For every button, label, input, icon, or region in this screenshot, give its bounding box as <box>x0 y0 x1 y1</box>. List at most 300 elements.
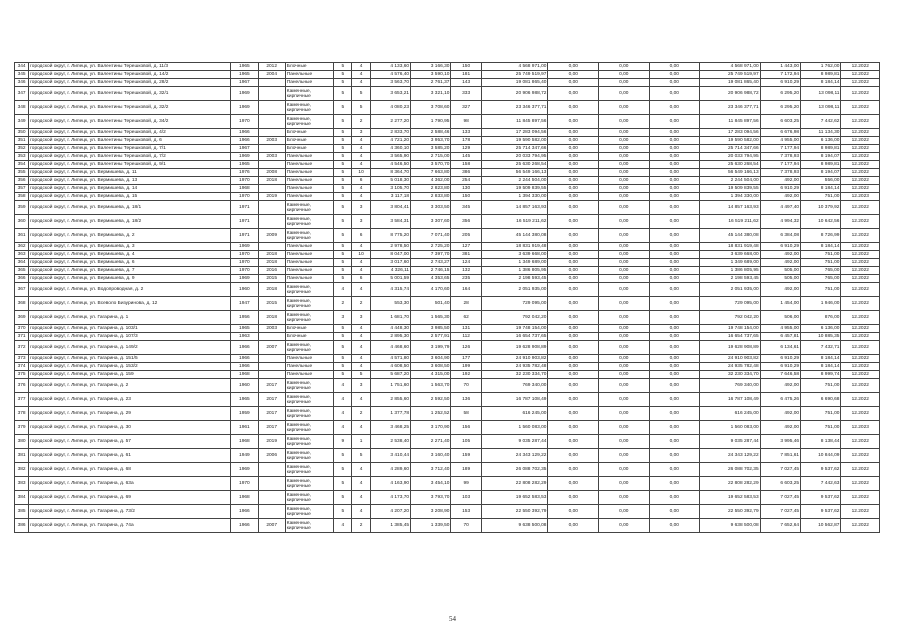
cell-living-area: 2 746,15 <box>411 267 451 275</box>
cell-cost-total: 22 550 392,79 <box>481 505 548 519</box>
cell-unit-cost: 7 027,45 <box>760 463 800 477</box>
cell-wall-material: Панельные <box>285 185 334 193</box>
cell-residents: 143 <box>451 79 481 87</box>
cell-wall-material: Блочные <box>285 63 334 71</box>
cell-cost-total: 19 748 154,00 <box>481 325 548 333</box>
cell-unit-cost: 492,00 <box>760 283 800 297</box>
table-row <box>15 63 880 71</box>
cell-completion-date: 12.2022 <box>841 259 880 267</box>
cell-unit-cost: 4 955,00 <box>760 137 800 145</box>
cell-cost-owners: 19 081 865,40 <box>700 79 761 87</box>
cell-wall-material: Каменные, кирпичные <box>285 393 334 407</box>
cell-entrances: 4 <box>352 137 370 145</box>
cell-floors: 4 <box>334 421 352 435</box>
cell-cost-regional: 0,00 <box>599 407 650 421</box>
cell-floors: 5 <box>334 137 352 145</box>
cell-row-number: 347 <box>15 87 29 101</box>
cell-year-renovated <box>258 79 285 87</box>
cell-address: городской округ, г. Липецк, ул. Вермишева, д. 11 <box>29 169 231 177</box>
cell-residents: 132 <box>451 267 481 275</box>
cell-residents: 62 <box>451 311 481 325</box>
cell-floors: 5 <box>334 101 352 115</box>
cell-cost-federal: 0,00 <box>548 259 599 267</box>
cell-max-unit-cost: 1 762,00 <box>801 63 841 71</box>
cell-total-area: 4 721,20 <box>370 137 410 145</box>
cell-living-area: 2 725,20 <box>411 243 451 251</box>
cell-max-unit-cost: 765,00 <box>801 267 841 275</box>
cell-living-area: 3 585,20 <box>411 145 451 153</box>
cell-entrances: 5 <box>352 449 370 463</box>
cell-floors: 4 <box>334 379 352 393</box>
cell-year-renovated <box>258 215 285 229</box>
cell-unit-cost: 7 177,94 <box>760 145 800 153</box>
cell-entrances: 4 <box>352 283 370 297</box>
cell-unit-cost: 6 475,26 <box>760 393 800 407</box>
cell-cost-owners: 24 343 129,22 <box>700 449 761 463</box>
cell-cost-total: 20 033 794,95 <box>481 153 548 161</box>
cell-year-built: 1966 <box>231 505 258 519</box>
table-row <box>15 407 880 421</box>
cell-cost-owners: 22 808 282,29 <box>700 477 761 491</box>
cell-completion-date: 12.2022 <box>841 229 880 243</box>
cell-unit-cost: 1 443,00 <box>760 63 800 71</box>
cell-wall-material: Каменные, кирпичные <box>285 519 334 533</box>
cell-completion-date: 12.2022 <box>841 325 880 333</box>
cell-cost-federal: 0,00 <box>548 283 599 297</box>
cell-cost-federal: 0,00 <box>548 215 599 229</box>
cell-cost-municipal: 0,00 <box>649 71 700 79</box>
cell-wall-material: Панельные <box>285 267 334 275</box>
cell-completion-date: 12.2022 <box>841 177 880 185</box>
cell-year-built: 1970 <box>231 177 258 185</box>
cell-cost-owners: 792 042,20 <box>700 311 761 325</box>
cell-row-number: 374 <box>15 363 29 371</box>
cell-floors: 5 <box>334 229 352 243</box>
cell-entrances: 5 <box>352 87 370 101</box>
cell-unit-cost: 492,00 <box>760 177 800 185</box>
cell-cost-regional: 0,00 <box>599 129 650 137</box>
cell-address: городской округ, г. Липецк, ул. Гагарина, д. 74а <box>29 519 231 533</box>
table-row <box>15 101 880 115</box>
cell-wall-material: Панельные <box>285 79 334 87</box>
cell-cost-regional: 0,00 <box>599 333 650 341</box>
cell-cost-owners: 19 652 583,53 <box>700 491 761 505</box>
cell-cost-municipal: 0,00 <box>649 129 700 137</box>
cell-address: городской округ, г. Липецк, ул. Вермишева, д. 4 <box>29 251 231 259</box>
cell-cost-regional: 0,00 <box>599 153 650 161</box>
cell-entrances: 3 <box>352 311 370 325</box>
cell-year-built: 1969 <box>231 101 258 115</box>
cell-cost-total: 19 652 583,53 <box>481 491 548 505</box>
cell-cost-total: 16 519 211,62 <box>481 215 548 229</box>
cell-row-number: 371 <box>15 333 29 341</box>
cell-entrances: 2 <box>352 115 370 129</box>
cell-floors: 4 <box>334 407 352 421</box>
cell-residents: 105 <box>451 435 481 449</box>
cell-residents: 145 <box>451 153 481 161</box>
cell-address: городской округ, г. Липецк, ул. Валентины Терешковой, д. 32/1 <box>29 87 231 101</box>
cell-cost-owners: 1 394 330,00 <box>700 193 761 201</box>
cell-year-built: 1969 <box>231 87 258 101</box>
cell-year-renovated <box>258 115 285 129</box>
cell-living-area: 2 715,00 <box>411 153 451 161</box>
cell-wall-material: Каменные, кирпичные <box>285 215 334 229</box>
cell-unit-cost: 492,00 <box>760 407 800 421</box>
table-row <box>15 229 880 243</box>
cell-address: городской округ, г. Липецк, ул. Гагарина, д. 2 <box>29 379 231 393</box>
cell-row-number: 355 <box>15 169 29 177</box>
cell-wall-material: Панельные <box>285 161 334 169</box>
cell-wall-material: Каменные, кирпичные <box>285 449 334 463</box>
cell-row-number: 373 <box>15 355 29 363</box>
cell-entrances: 2 <box>352 297 370 311</box>
cell-address: городской округ, г. Липецк, ул. Гагарина, д. 68 <box>29 463 231 477</box>
cell-address: городской округ, г. Липецк, ул. Вермишева, д. 13 <box>29 177 231 185</box>
cell-completion-date: 12.2022 <box>841 491 880 505</box>
cell-year-built: 1959 <box>231 407 258 421</box>
cell-max-unit-cost: 6 136,00 <box>801 325 841 333</box>
cell-wall-material: Каменные, кирпичные <box>285 115 334 129</box>
cell-floors: 9 <box>334 435 352 449</box>
cell-cost-owners: 19 748 154,00 <box>700 325 761 333</box>
table-row <box>15 177 880 185</box>
cell-unit-cost: 6 676,98 <box>760 129 800 137</box>
cell-year-built: 1956 <box>231 311 258 325</box>
cell-unit-cost: 492,00 <box>760 259 800 267</box>
cell-entrances: 4 <box>352 363 370 371</box>
cell-residents: 192 <box>451 371 481 379</box>
cell-cost-federal: 0,00 <box>548 267 599 275</box>
cell-row-number: 348 <box>15 101 29 115</box>
cell-row-number: 378 <box>15 407 29 421</box>
cell-address: городской округ, г. Липецк, ул. Гагарина, д. 149/2 <box>29 341 231 355</box>
cell-address: городской округ, г. Липецк, ул. Вермишева, д. 7 <box>29 267 231 275</box>
cell-address: городской округ, г. Липецк, ул. Водопроводная, д. 2 <box>29 283 231 297</box>
cell-living-area: 3 170,90 <box>411 421 451 435</box>
cell-address: городской округ, г. Липецк, ул. Гагарина, д. 107/3 <box>29 333 231 341</box>
cell-cost-regional: 0,00 <box>599 193 650 201</box>
cell-row-number: 368 <box>15 297 29 311</box>
cell-max-unit-cost: 10 885,35 <box>801 333 841 341</box>
cell-residents: 131 <box>451 325 481 333</box>
cell-row-number: 370 <box>15 325 29 333</box>
cell-year-built: 1970 <box>231 259 258 267</box>
cell-cost-owners: 19 590 582,00 <box>700 137 761 145</box>
cell-cost-municipal: 0,00 <box>649 363 700 371</box>
cell-year-renovated: 2009 <box>258 229 285 243</box>
table-body <box>15 63 880 533</box>
cell-unit-cost: 7 378,93 <box>760 153 800 161</box>
cell-row-number: 345 <box>15 71 29 79</box>
cell-wall-material: Панельные <box>285 363 334 371</box>
cell-row-number: 377 <box>15 393 29 407</box>
table-row <box>15 519 880 533</box>
cell-cost-municipal: 0,00 <box>649 341 700 355</box>
cell-entrances: 2 <box>352 407 370 421</box>
cell-residents: 327 <box>451 101 481 115</box>
cell-completion-date: 12.2022 <box>841 477 880 491</box>
cell-floors: 5 <box>334 153 352 161</box>
cell-living-area: 4 170,60 <box>411 283 451 297</box>
cell-living-area: 2 823,80 <box>411 185 451 193</box>
cell-year-renovated <box>258 87 285 101</box>
cell-entrances: 2 <box>352 519 370 533</box>
cell-cost-federal: 0,00 <box>548 393 599 407</box>
cell-cost-municipal: 0,00 <box>649 393 700 407</box>
table-row <box>15 491 880 505</box>
cell-wall-material: Каменные, кирпичные <box>285 201 334 215</box>
table-row <box>15 341 880 355</box>
cell-entrances: 4 <box>352 79 370 87</box>
table-row <box>15 283 880 297</box>
cell-row-number: 350 <box>15 129 29 137</box>
cell-unit-cost: 7 027,45 <box>760 505 800 519</box>
cell-residents: 356 <box>451 215 481 229</box>
cell-year-built: 1963 <box>231 333 258 341</box>
cell-cost-federal: 0,00 <box>548 177 599 185</box>
cell-year-renovated: 2018 <box>258 259 285 267</box>
table-row <box>15 311 880 325</box>
cell-cost-total: 24 910 903,82 <box>481 355 548 363</box>
cell-unit-cost: 7 646,58 <box>760 371 800 379</box>
cell-cost-municipal: 0,00 <box>649 79 700 87</box>
cell-unit-cost: 6 603,25 <box>760 477 800 491</box>
cell-cost-federal: 0,00 <box>548 341 599 355</box>
cell-total-area: 4 163,90 <box>370 477 410 491</box>
cell-year-renovated: 2003 <box>258 325 285 333</box>
cell-total-area: 3 804,41 <box>370 201 410 215</box>
cell-cost-federal: 0,00 <box>548 63 599 71</box>
cell-cost-regional: 0,00 <box>599 115 650 129</box>
cell-residents: 153 <box>451 505 481 519</box>
cell-year-renovated: 2018 <box>258 283 285 297</box>
cell-year-built: 1971 <box>231 201 258 215</box>
cell-cost-regional: 0,00 <box>599 63 650 71</box>
cell-year-built: 1961 <box>231 421 258 435</box>
cell-entrances: 5 <box>352 101 370 115</box>
cell-floors: 5 <box>334 371 352 379</box>
cell-cost-total: 56 549 166,13 <box>481 169 548 177</box>
cell-living-area: 4 353,65 <box>411 275 451 283</box>
cell-residents: 205 <box>451 229 481 243</box>
cell-cost-federal: 0,00 <box>548 153 599 161</box>
cell-cost-federal: 0,00 <box>548 161 599 169</box>
cell-unit-cost: 7 652,64 <box>760 519 800 533</box>
cell-row-number: 367 <box>15 283 29 297</box>
cell-cost-federal: 0,00 <box>548 229 599 243</box>
cell-year-built: 1965 <box>231 63 258 71</box>
cell-floors: 5 <box>334 491 352 505</box>
cell-max-unit-cost: 8 989,81 <box>801 161 841 169</box>
cell-address: городской округ, г. Липецк, ул. Вермишева, д. 6 <box>29 259 231 267</box>
cell-cost-municipal: 0,00 <box>649 87 700 101</box>
cell-year-renovated: 2003 <box>258 137 285 145</box>
cell-row-number: 361 <box>15 229 29 243</box>
cell-floors: 5 <box>334 145 352 153</box>
cell-cost-federal: 0,00 <box>548 185 599 193</box>
cell-cost-owners: 1 349 689,00 <box>700 259 761 267</box>
cell-completion-date: 12.2022 <box>841 275 880 283</box>
cell-row-number: 344 <box>15 63 29 71</box>
cell-wall-material: Каменные, кирпичные <box>285 407 334 421</box>
cell-cost-regional: 0,00 <box>599 435 650 449</box>
cell-row-number: 360 <box>15 215 29 229</box>
cell-cost-total: 45 144 380,08 <box>481 229 548 243</box>
cell-living-area: 3 166,30 <box>411 63 451 71</box>
cell-total-area: 3 563,70 <box>370 79 410 87</box>
cell-total-area: 1 377,78 <box>370 407 410 421</box>
cell-cost-municipal: 0,00 <box>649 325 700 333</box>
cell-cost-federal: 0,00 <box>548 71 599 79</box>
cell-year-renovated <box>258 129 285 137</box>
cell-cost-municipal: 0,00 <box>649 283 700 297</box>
cell-entrances: 6 <box>352 177 370 185</box>
table-row <box>15 251 880 259</box>
cell-cost-municipal: 0,00 <box>649 177 700 185</box>
cell-cost-municipal: 0,00 <box>649 267 700 275</box>
cell-cost-total: 2 051 935,00 <box>481 283 548 297</box>
cell-cost-federal: 0,00 <box>548 505 599 519</box>
cell-cost-owners: 11 845 897,56 <box>700 115 761 129</box>
cell-cost-municipal: 0,00 <box>649 463 700 477</box>
cell-completion-date: 12.2022 <box>841 283 880 297</box>
cell-cost-federal: 0,00 <box>548 275 599 283</box>
cell-completion-date: 12.2022 <box>841 215 880 229</box>
table-row <box>15 435 880 449</box>
cell-cost-regional: 0,00 <box>599 87 650 101</box>
cell-cost-federal: 0,00 <box>548 449 599 463</box>
cell-address: городской округ, г. Липецк, ул. Вермишева, д. 18/2 <box>29 215 231 229</box>
cell-cost-regional: 0,00 <box>599 283 650 297</box>
cell-cost-regional: 0,00 <box>599 421 650 435</box>
cell-cost-total: 4 568 971,00 <box>481 63 548 71</box>
cell-total-area: 3 565,90 <box>370 153 410 161</box>
cell-year-built: 1969 <box>231 243 258 251</box>
cell-cost-municipal: 0,00 <box>649 311 700 325</box>
cell-cost-municipal: 0,00 <box>649 421 700 435</box>
cell-cost-owners: 20 033 794,95 <box>700 153 761 161</box>
cell-row-number: 365 <box>15 267 29 275</box>
cell-cost-total: 32 230 334,70 <box>481 371 548 379</box>
cell-cost-municipal: 0,00 <box>649 145 700 153</box>
cell-cost-regional: 0,00 <box>599 145 650 153</box>
cell-cost-municipal: 0,00 <box>649 229 700 243</box>
cell-cost-federal: 0,00 <box>548 421 599 435</box>
cell-max-unit-cost: 751,00 <box>801 379 841 393</box>
cell-floors: 5 <box>334 79 352 87</box>
cell-year-renovated <box>258 355 285 363</box>
cell-wall-material: Панельные <box>285 177 334 185</box>
cell-unit-cost: 7 027,45 <box>760 491 800 505</box>
cell-completion-date: 12.2022 <box>841 153 880 161</box>
cell-residents: 70 <box>451 519 481 533</box>
cell-floors: 5 <box>334 193 352 201</box>
cell-max-unit-cost: 7 432,71 <box>801 341 841 355</box>
cell-cost-total: 19 628 908,89 <box>481 341 548 355</box>
table-row <box>15 297 880 311</box>
cell-max-unit-cost: 10 379,92 <box>801 201 841 215</box>
cell-address: городской округ, г. Липецк, ул. Гагарина, д. 57 <box>29 435 231 449</box>
cell-address: городской округ, г. Липецк, ул. Валентины Терешковой, д. 32/2 <box>29 101 231 115</box>
cell-cost-total: 20 906 988,72 <box>481 87 548 101</box>
table-row <box>15 355 880 363</box>
cell-unit-cost: 6 603,25 <box>760 115 800 129</box>
cell-cost-total: 22 808 282,29 <box>481 477 548 491</box>
cell-entrances: 10 <box>352 251 370 259</box>
cell-wall-material: Панельные <box>285 193 334 201</box>
cell-cost-owners: 23 346 377,71 <box>700 101 761 115</box>
cell-max-unit-cost: 7 442,62 <box>801 115 841 129</box>
cell-max-unit-cost: 10 562,87 <box>801 519 841 533</box>
cell-cost-total: 2 244 504,00 <box>481 177 548 185</box>
cell-wall-material: Панельные <box>285 275 334 283</box>
cell-year-built: 1969 <box>231 275 258 283</box>
cell-living-area: 3 160,40 <box>411 449 451 463</box>
cell-cost-owners: 25 749 519,97 <box>700 71 761 79</box>
cell-unit-cost: 6 295,20 <box>760 101 800 115</box>
cell-cost-federal: 0,00 <box>548 243 599 251</box>
cell-unit-cost: 3 995,46 <box>760 435 800 449</box>
cell-year-renovated <box>258 363 285 371</box>
cell-year-renovated <box>258 185 285 193</box>
cell-cost-regional: 0,00 <box>599 325 650 333</box>
cell-residents: 150 <box>451 193 481 201</box>
cell-unit-cost: 4 497,40 <box>760 201 800 215</box>
table-row <box>15 215 880 229</box>
cell-year-built: 1970 <box>231 193 258 201</box>
cell-year-renovated <box>258 505 285 519</box>
table-row <box>15 449 880 463</box>
cell-year-built: 1949 <box>231 449 258 463</box>
cell-cost-federal: 0,00 <box>548 325 599 333</box>
cell-living-area: 2 761,37 <box>411 79 451 87</box>
cell-floors: 5 <box>334 201 352 215</box>
cell-cost-regional: 0,00 <box>599 363 650 371</box>
cell-cost-regional: 0,00 <box>599 449 650 463</box>
cell-floors: 5 <box>334 71 352 79</box>
cell-year-renovated: 2015 <box>258 297 285 311</box>
cell-cost-municipal: 0,00 <box>649 115 700 129</box>
cell-cost-owners: 24 910 903,82 <box>700 355 761 363</box>
cell-wall-material: Каменные, кирпичные <box>285 87 334 101</box>
cell-row-number: 353 <box>15 153 29 161</box>
cell-entrances: 4 <box>352 333 370 341</box>
cell-cost-federal: 0,00 <box>548 137 599 145</box>
cell-row-number: 385 <box>15 505 29 519</box>
cell-living-area: 3 208,90 <box>411 505 451 519</box>
cell-residents: 126 <box>451 341 481 355</box>
cell-year-renovated: 2003 <box>258 153 285 161</box>
cell-max-unit-cost: 8 184,14 <box>801 185 841 193</box>
cell-floors: 5 <box>334 363 352 371</box>
cell-residents: 254 <box>451 177 481 185</box>
cell-year-built: 1968 <box>231 371 258 379</box>
cell-residents: 130 <box>451 185 481 193</box>
cell-row-number: 380 <box>15 435 29 449</box>
cell-living-area: 1 790,95 <box>411 115 451 129</box>
cell-max-unit-cost: 9 537,62 <box>801 505 841 519</box>
cell-year-built: 1966 <box>231 363 258 371</box>
cell-floors: 5 <box>334 449 352 463</box>
cell-cost-municipal: 0,00 <box>649 371 700 379</box>
cell-living-area: 7 397,70 <box>411 251 451 259</box>
cell-cost-municipal: 0,00 <box>649 275 700 283</box>
cell-total-area: 8 364,70 <box>370 169 410 177</box>
cell-year-built: 1970 <box>231 477 258 491</box>
cell-cost-municipal: 0,00 <box>649 101 700 115</box>
cell-floors: 5 <box>334 63 352 71</box>
cell-address: городской округ, г. Липецк, ул. Валентины Терешковой, д. 34/2 <box>29 115 231 129</box>
